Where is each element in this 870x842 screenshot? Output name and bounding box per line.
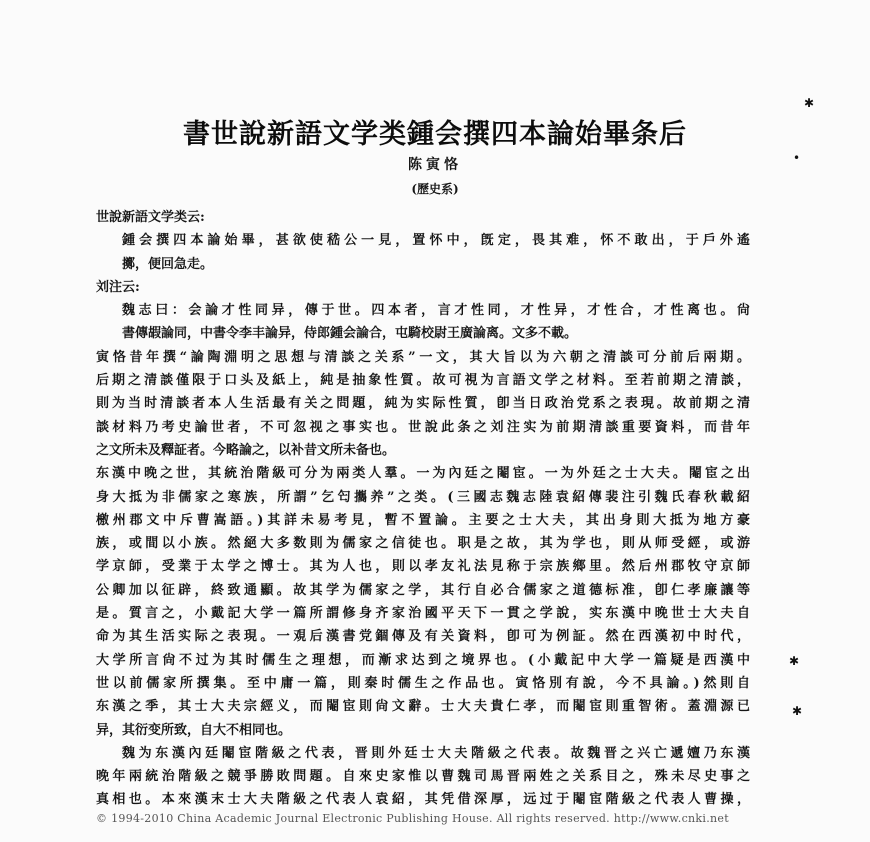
text-line: 談材料乃考史論世者，不可忽视之事实也。世說此条之刘注实为前期清談重要資料，而昔年 (96, 419, 750, 435)
text-line: 魏为东漢內廷閹宦階級之代表，晋則外廷士大夫階級之代表。故魏晋之兴亡遞嬗乃东漢 (122, 745, 750, 761)
text-line: 世說新語文学类云: (96, 210, 205, 225)
text-line: 身大抵为非儒家之寒族，所謂”乞匄攜养”之类。(三國志魏志陸袁紹傳裴注引魏氏春秋載紹 (96, 489, 750, 505)
text-line: 命为其生活实际之表現。一覌后漢書党錮傳及有关資料，卽可为例証。然在西漢初中时代， (96, 629, 750, 645)
text-line: 学京師，受業于太学之博士。其为人也，則以孝友礼法見称于宗族鄉里。然后州郡牧守京師 (96, 559, 750, 575)
text-line: 公卿加以征辟，終致通顯。故其学为儒家之学，其行自必合儒家之道德标准，卽仁孝廉讓等 (96, 582, 750, 598)
text-line: 書傳嘏論同，中書令李丰論异，侍郎鍾会論合，屯騎校尉王廣論离。文多不載。 (122, 326, 578, 342)
text-line: 大学所言尙不过为其时儒生之理想，而漸求达到之境界也。(小戴記中大学一篇疑是西漢中 (96, 652, 750, 668)
text-line: 后期之清談僅限于口头及紙上，純是抽象性質。故可視为言語文学之材料。至若前期之清談， (96, 373, 750, 389)
author-name: 陈寅恪 (408, 157, 462, 173)
text-line: 东漢之季，其士大夫宗經义，而閹宦則尙文辭。士大夫貴仁孝，而閹宦則重智術。蓋淵源已 (96, 699, 750, 715)
text-line: 族，或間以小族。然絕大多数則为儒家之信徒也。职是之故，其为学也，則从师受經，或游 (96, 536, 750, 552)
text-line: 晚年兩統治階級之競爭勝敗問題。自來史家惟以曹魏司馬晋兩姓之关系目之，殊未尽史事之 (96, 769, 750, 785)
text-line: 真相也。本來漢末士大夫階級之代表人袁紹，其凭借深厚，远过于閹宦階級之代表人曹操， (96, 792, 750, 808)
text-line: 則为当时清談者本人生活最有关之問題，純为实际性質，卽当日政治党系之表現。故前期之清 (96, 396, 750, 412)
scan-speck-mark: ✱ (789, 654, 800, 668)
text-line: 世以前儒家所撰集。至中庸一篇，則秦时儒生之作品也。寅恪別有說，今不具論。)然則自 (96, 675, 750, 691)
department-label: (歷史系) (411, 182, 459, 196)
text-line: 寅恪昔年撰“論陶淵明之思想与清談之关系”一文，其大旨以为六朝之清談可分前后兩期。 (96, 349, 750, 365)
copyright-footer: © 1994-2010 China Academic Journal Electronic Publishing House. All rights reserved. http://www.cnki.net (96, 812, 729, 825)
text-line: 是。質言之，小戴記大学一篇所謂修身齐家治國平天下一貫之学說，实东漢中晚世士大夫自 (96, 606, 750, 622)
text-line: 擲，便回急走。 (122, 256, 214, 272)
article-body (96, 206, 750, 812)
text-line: 鍾会撰四本論始畢，甚欲使嵇公一見，置怀中，旣定，畏其难，怀不敢出，于戶外遙 (122, 233, 750, 249)
text-line: 魏志曰：会論才性同异，傳于世。四本者，言才性同，才性异，才性合，才性离也。尙 (122, 303, 750, 319)
scan-speck-mark: ✱ (804, 96, 815, 110)
text-line: 东漢中晚之世，其統治階級可分为兩类人羣。一为內廷之閹宦。一为外廷之士大夫。閹宦之出 (96, 466, 750, 482)
text-line: 异，其衍变所致，自大不相同也。 (96, 722, 292, 738)
text-line: 刘注云: (96, 279, 140, 295)
scan-speck-mark: ✱ (792, 704, 803, 718)
text-line: 之文所未及釋証者。今略論之，以补昔文所未备也。 (96, 442, 396, 458)
text-line: 檄州郡文中斥曹嵩語。)其詳未易考見，暫不置論。主要之士大夫，其出身則大抵为地方豪 (96, 512, 750, 528)
article-title: 書世說新語文学类鍾会撰四本論始畢条后 (183, 119, 687, 150)
scan-speck-mark: • (793, 151, 801, 165)
